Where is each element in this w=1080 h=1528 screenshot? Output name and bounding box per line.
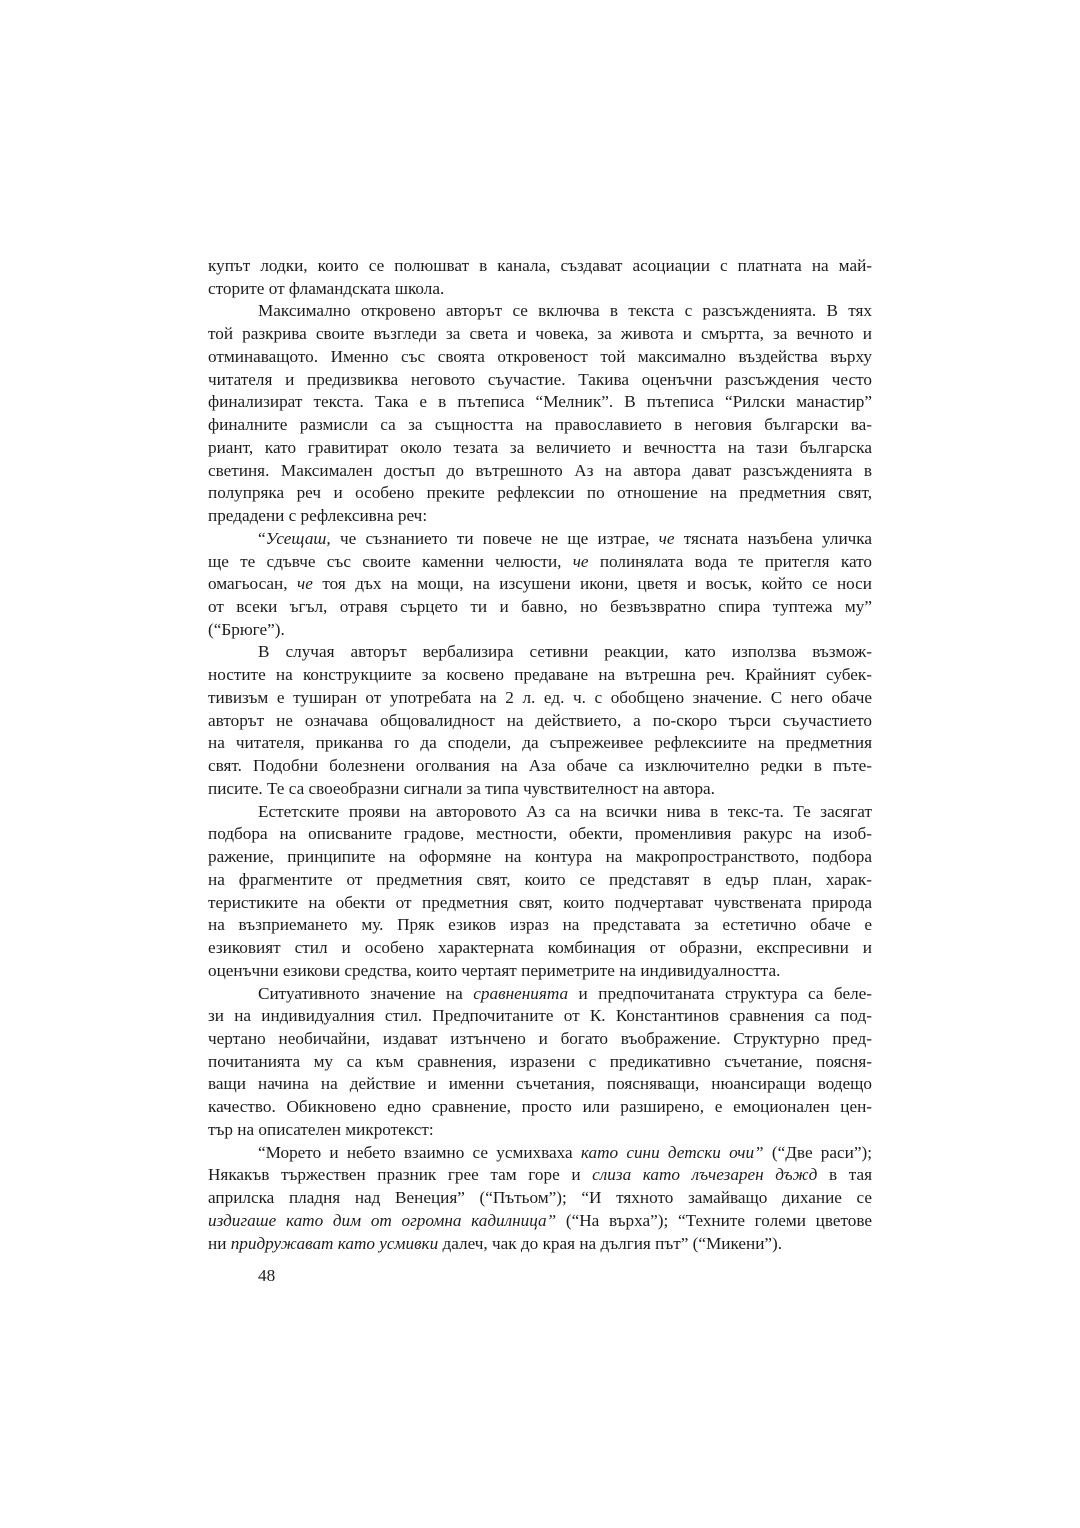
text-run: теристиките на обекти от предметния свят, които подчертават чувствената природа bbox=[208, 892, 872, 912]
text-line bbox=[208, 528, 872, 551]
text-run: купът лодки, които се полюшват в канала, създават асоциации с платната на май- bbox=[208, 256, 872, 275]
text-run: (“Брюге”). bbox=[208, 619, 285, 639]
paragraph bbox=[208, 1142, 872, 1256]
italic-text-run: като сини детски очи” bbox=[580, 1142, 764, 1162]
text-line bbox=[208, 391, 872, 414]
paragraph bbox=[208, 255, 872, 300]
text-run: омагьосан, bbox=[208, 574, 298, 594]
italic-text-run: че bbox=[658, 528, 675, 548]
text-line bbox=[208, 641, 872, 664]
text-run: тър на описателен микротекст: bbox=[208, 1119, 434, 1139]
text-run: в тая bbox=[817, 1165, 872, 1185]
text-line bbox=[208, 983, 872, 1006]
text-run: оценъчни езикови средства, които чертаят периметрите на индивидуалността. bbox=[208, 960, 781, 980]
text-run: полинялата вода те притегля като bbox=[588, 551, 873, 571]
italic-text-run: придружават като усмивки bbox=[230, 1233, 439, 1253]
text-line bbox=[208, 914, 872, 937]
text-run: ностите на конструкциите за косвено предаване на вътрешна реч. Крайният субек- bbox=[208, 665, 872, 685]
text-run: “Морето и небето взаимно се усмихваха bbox=[258, 1142, 581, 1162]
text-run: Естетските прояви на авторовото Аз са на всички нива в текс-та. Те засягат bbox=[258, 801, 872, 821]
text-line bbox=[208, 801, 872, 824]
text-line bbox=[208, 869, 872, 892]
text-line bbox=[208, 346, 872, 369]
italic-text-run: слиза като лъчезарен дъжд bbox=[592, 1165, 818, 1185]
text-line bbox=[208, 619, 872, 642]
text-line bbox=[208, 755, 872, 778]
text-line bbox=[208, 1005, 872, 1028]
text-run: сторите от фламандската школа. bbox=[208, 278, 445, 298]
text-line bbox=[208, 687, 872, 710]
text-line bbox=[208, 937, 872, 960]
text-run: от всеки ъгъл, отравя сърцето ти и бавно, но безвъзвратно спира туптежа му” bbox=[208, 597, 872, 617]
text-run: чертано необичайни, издават изтънчено и богато въображение. Структурно пред- bbox=[208, 1028, 872, 1048]
text-run: далеч, чак до края на дългия път” (“Микени”). bbox=[438, 1233, 783, 1253]
text-line bbox=[208, 1187, 872, 1210]
text-line bbox=[208, 369, 872, 392]
text-run: и предпочитаната структура са беле- bbox=[568, 983, 872, 1003]
paragraph bbox=[208, 528, 872, 642]
text-line bbox=[208, 1096, 872, 1119]
text-run: полупряка реч и особено преките рефлексии по отношение на предметния свят, bbox=[208, 483, 872, 503]
text-line bbox=[208, 278, 872, 301]
text-run: финалните размисли са за същността на православието в неговия български ва- bbox=[208, 415, 872, 435]
text-run: подбора на описваните градове, местности, обекти, променливия ракурс на изоб- bbox=[208, 824, 872, 844]
text-run: ще те сдъвче със своите каменни челюсти, bbox=[208, 551, 573, 571]
text-run: свят. Подобни болезнени оголвания на Аза обаче са изключително редки в пъте- bbox=[208, 756, 872, 776]
text-line bbox=[208, 551, 872, 574]
text-run: качество. Обикновено едно сравнение, просто или разширено, е емоционален цен- bbox=[208, 1097, 872, 1117]
text-run: априлска пладня над Венеция” (“Пътьом”); “И тяхното замайващо дихание се bbox=[208, 1188, 872, 1208]
text-line bbox=[208, 596, 872, 619]
italic-text-run: издигаше като дим от огромна кадилница” bbox=[208, 1210, 557, 1230]
text-line bbox=[208, 1233, 872, 1256]
text-run: писите. Те са своеобразни сигнали за типа чувствителност на автора. bbox=[208, 778, 715, 798]
italic-text-run: Усещаш, bbox=[265, 528, 331, 548]
text-run: Ситуативното значение на bbox=[258, 983, 474, 1003]
document-body bbox=[208, 255, 872, 1255]
italic-text-run: че bbox=[297, 574, 313, 594]
text-run: (“На върха”); “Техните големи цветове bbox=[556, 1210, 872, 1230]
text-run: (“Две раси”); bbox=[763, 1142, 872, 1162]
text-run: тясната назъбена уличка bbox=[674, 528, 873, 548]
text-line bbox=[208, 778, 872, 801]
text-line bbox=[208, 732, 872, 755]
text-line bbox=[208, 414, 872, 437]
text-line bbox=[208, 823, 872, 846]
text-run: “ bbox=[258, 528, 266, 548]
text-line bbox=[208, 460, 872, 483]
text-line bbox=[208, 1028, 872, 1051]
text-run: риант, като гравитират около тезата за величието и вечността на тази българска bbox=[208, 437, 872, 457]
text-run: че съзнанието ти повече не ще изтрае, bbox=[330, 528, 659, 548]
text-run: ражение, принципите на оформяне на контура на макропространството, подбора bbox=[208, 847, 872, 867]
text-run: на възприемането му. Пряк езиков израз на представата за естетично обаче е bbox=[208, 915, 872, 935]
text-line bbox=[208, 1051, 872, 1074]
text-line bbox=[208, 664, 872, 687]
text-line bbox=[208, 1119, 872, 1142]
text-run: Някакъв тържествен празник грее там горе и bbox=[208, 1165, 593, 1185]
text-line bbox=[208, 300, 872, 323]
text-run: предадени с рефлексивна реч: bbox=[208, 506, 428, 526]
text-line bbox=[208, 1164, 872, 1187]
text-run: на фрагментите от предметния свят, които се представят в едър план, харак- bbox=[208, 869, 872, 889]
text-run: зи на индивидуалния стил. Предпочитаните от К. Константинов сравнения са под- bbox=[208, 1006, 872, 1026]
text-run: В случая авторът вербализира сетивни реакции, като използва възмож- bbox=[258, 642, 872, 662]
paragraph bbox=[208, 801, 872, 983]
text-run: почитанията му са към сравнения, изразени с предикативно съчетание, поясня- bbox=[208, 1051, 872, 1071]
text-run: отминаващото. Именно със своята откровеност той максимално въздейства върху bbox=[208, 346, 872, 366]
text-run: ващи начина на действие и именни съчетания, поясняващи, нюансиращи водещо bbox=[208, 1074, 872, 1094]
text-line bbox=[208, 323, 872, 346]
text-run: авторът не означава общовалидност на действието, а по-скоро търси съучастието bbox=[208, 710, 872, 730]
text-run: Максимално откровено авторът се включва в текста с разсъжденията. В тях bbox=[258, 301, 872, 321]
page-number: 48 bbox=[258, 1266, 276, 1285]
paragraph bbox=[208, 641, 872, 800]
text-line bbox=[208, 255, 872, 278]
text-line bbox=[208, 1210, 872, 1233]
text-line bbox=[208, 846, 872, 869]
text-line bbox=[208, 573, 872, 596]
text-line bbox=[208, 482, 872, 505]
text-run: тоя дъх на мощи, на изсушени икони, цветя и восък, който се носи bbox=[312, 574, 872, 594]
text-run: финализират текста. Така е в пътеписа “Мелник”. В пътеписа “Рилски манастир” bbox=[208, 392, 872, 412]
text-run: светиня. Максимален достъп до вътрешното Аз на автора дават разсъжденията в bbox=[208, 460, 872, 480]
text-line bbox=[208, 1073, 872, 1096]
text-run: тивизъм е туширан от употребата на 2 л. ед. ч. с обобщено значение. С него обаче bbox=[208, 687, 872, 707]
text-run: езиковият стил и особено характерната комбинация от образни, експресивни и bbox=[208, 938, 872, 958]
text-run: той разкрива своите възгледи за света и човека, за живота и смъртта, за вечното и bbox=[208, 324, 872, 344]
text-run: ни bbox=[208, 1233, 231, 1253]
text-line bbox=[208, 892, 872, 915]
text-run: на читателя, приканва го да сподели, да съпрежеивее рефлексиите на предметния bbox=[208, 733, 872, 753]
text-run: читателя и предизвиква неговото съучастие. Такива оценъчни разсъждения често bbox=[208, 369, 872, 389]
paragraph bbox=[208, 300, 872, 527]
italic-text-run: че bbox=[572, 551, 589, 571]
paragraph bbox=[208, 983, 872, 1142]
text-line bbox=[208, 1142, 872, 1165]
text-line bbox=[208, 960, 872, 983]
text-line bbox=[208, 437, 872, 460]
text-line bbox=[208, 710, 872, 733]
italic-text-run: сравненията bbox=[473, 983, 569, 1003]
text-line bbox=[208, 505, 872, 528]
